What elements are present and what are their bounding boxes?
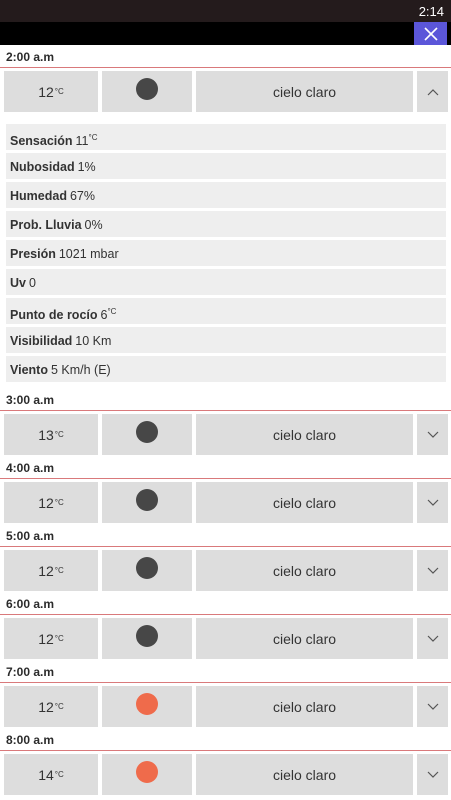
close-icon xyxy=(424,27,438,41)
hour-label: 8:00 a.m xyxy=(6,733,55,747)
night-moon-icon xyxy=(136,557,158,579)
temperature-value: 12 xyxy=(38,83,54,100)
status-time: 2:14 xyxy=(418,4,444,19)
hour-block xyxy=(0,45,451,388)
detail-value: 1021 mbar xyxy=(58,247,119,261)
detail-label: Viento xyxy=(10,363,48,377)
detail-label: Uv xyxy=(10,276,26,290)
expand-button[interactable] xyxy=(417,754,448,795)
detail-value: 5 Km/h (E) xyxy=(50,363,111,377)
condition-description: cielo claro xyxy=(196,550,413,591)
hour-row[interactable] xyxy=(0,67,451,113)
temperature-unit: °C xyxy=(54,430,64,439)
chevron-down-icon xyxy=(427,431,439,439)
temperature-unit: °C xyxy=(54,566,64,575)
hour-label: 3:00 a.m xyxy=(6,393,55,407)
toolbar xyxy=(0,22,451,45)
temperature-cell xyxy=(4,71,98,112)
detail-label: Nubosidad xyxy=(10,160,75,174)
temperature-cell xyxy=(4,414,98,455)
night-moon-icon xyxy=(136,421,158,443)
hour-row[interactable] xyxy=(0,546,451,592)
temperature-unit: °C xyxy=(54,702,64,711)
detail-label: Presión xyxy=(10,247,56,261)
condition-description: cielo claro xyxy=(196,71,413,112)
temperature-cell xyxy=(4,482,98,523)
hour-block xyxy=(0,524,451,592)
hour-row[interactable] xyxy=(0,410,451,456)
sun-icon xyxy=(136,761,158,783)
collapse-button[interactable] xyxy=(417,71,448,112)
night-moon-icon xyxy=(136,489,158,511)
detail-value: 0 xyxy=(28,276,36,290)
hour-row[interactable] xyxy=(0,750,451,796)
expand-button[interactable] xyxy=(417,550,448,591)
hour-details xyxy=(0,113,451,388)
chevron-down-icon xyxy=(427,703,439,711)
detail-row xyxy=(6,269,446,295)
temperature-value: 13 xyxy=(38,426,54,443)
temperature-value: 12 xyxy=(38,630,54,647)
detail-label: Punto de rocío xyxy=(10,308,98,323)
hour-block xyxy=(0,456,451,524)
temperature-cell xyxy=(4,686,98,727)
hour-label: 4:00 a.m xyxy=(6,461,55,475)
detail-row xyxy=(6,124,446,150)
condition-description: cielo claro xyxy=(196,482,413,523)
detail-row xyxy=(6,153,446,179)
chevron-down-icon xyxy=(427,771,439,779)
detail-value: 67% xyxy=(69,189,95,203)
hour-block xyxy=(0,388,451,456)
hourly-forecast-list[interactable] xyxy=(0,45,451,800)
close-button[interactable] xyxy=(414,22,447,45)
hour-block xyxy=(0,592,451,660)
hour-row[interactable] xyxy=(0,614,451,660)
condition-description: cielo claro xyxy=(196,618,413,659)
sun-icon xyxy=(136,693,158,715)
detail-label: Sensación xyxy=(10,134,73,149)
hour-row[interactable] xyxy=(0,682,451,728)
chevron-down-icon xyxy=(427,567,439,575)
detail-value: 1% xyxy=(77,160,96,174)
chevron-down-icon xyxy=(427,499,439,507)
detail-label: Humedad xyxy=(10,189,67,203)
detail-row xyxy=(6,182,446,208)
temperature-unit: °C xyxy=(54,770,64,779)
temperature-cell xyxy=(4,550,98,591)
hour-row[interactable] xyxy=(0,478,451,524)
chevron-down-icon xyxy=(427,635,439,643)
temperature-unit: °C xyxy=(54,498,64,507)
condition-description: cielo claro xyxy=(196,754,413,795)
hour-label: 7:00 a.m xyxy=(6,665,55,679)
detail-value: 10 Km xyxy=(75,334,112,348)
hour-block xyxy=(0,728,451,796)
condition-icon-cell xyxy=(102,686,192,727)
hour-label: 6:00 a.m xyxy=(6,597,55,611)
expand-button[interactable] xyxy=(417,618,448,659)
hour-label: 2:00 a.m xyxy=(6,50,55,64)
condition-icon-cell xyxy=(102,550,192,591)
condition-icon-cell xyxy=(102,414,192,455)
hour-label: 5:00 a.m xyxy=(6,529,55,543)
detail-label: Prob. Lluvia xyxy=(10,218,82,232)
detail-unit: °C xyxy=(88,133,98,142)
temperature-unit: °C xyxy=(54,87,64,96)
detail-row xyxy=(6,211,446,237)
detail-label: Visibilidad xyxy=(10,334,73,348)
detail-unit: °C xyxy=(107,307,117,316)
detail-row xyxy=(6,298,446,324)
temperature-unit: °C xyxy=(54,634,64,643)
temperature-value: 12 xyxy=(38,494,54,511)
expand-button[interactable] xyxy=(417,414,448,455)
detail-row xyxy=(6,240,446,266)
night-moon-icon xyxy=(136,78,158,100)
condition-icon-cell xyxy=(102,754,192,795)
chevron-up-icon xyxy=(427,88,439,96)
status-bar xyxy=(0,0,451,22)
night-moon-icon xyxy=(136,625,158,647)
temperature-value: 14 xyxy=(38,766,54,783)
condition-icon-cell xyxy=(102,482,192,523)
temperature-cell xyxy=(4,618,98,659)
expand-button[interactable] xyxy=(417,482,448,523)
detail-value: 11 xyxy=(75,134,89,149)
temperature-value: 12 xyxy=(38,562,54,579)
temperature-value: 12 xyxy=(38,698,54,715)
condition-icon-cell xyxy=(102,618,192,659)
detail-value: 0% xyxy=(84,218,103,232)
temperature-cell xyxy=(4,754,98,795)
condition-description: cielo claro xyxy=(196,414,413,455)
condition-description: cielo claro xyxy=(196,686,413,727)
expand-button[interactable] xyxy=(417,686,448,727)
hour-block xyxy=(0,660,451,728)
detail-value: 6 xyxy=(100,308,108,323)
detail-row xyxy=(6,327,446,353)
detail-row xyxy=(6,356,446,382)
condition-icon-cell xyxy=(102,71,192,112)
